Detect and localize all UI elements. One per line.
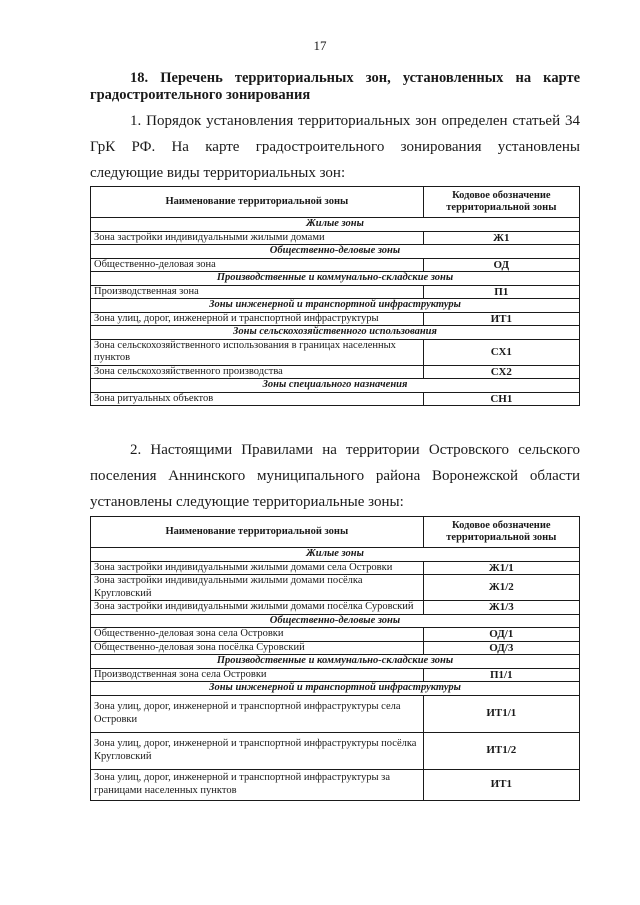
group-row: [91, 614, 580, 628]
zone-code: ОД/3: [423, 641, 579, 655]
zone-code: ИТ1/1: [423, 695, 579, 732]
group-row: [91, 272, 580, 286]
zone-code: СН1: [423, 392, 579, 406]
zone-row: [91, 732, 580, 769]
zone-group-label: Жилые зоны: [91, 548, 580, 562]
zone-group-label: Зоны инженерной и транспортной инфраструктуры: [91, 299, 580, 313]
zone-name: Зона улиц, дорог, инженерной и транспортной инфраструктуры: [91, 312, 424, 326]
zone-name: Зона сельскохозяйственного использования в границах населенных пунктов: [91, 339, 424, 365]
zone-group-label: Зоны специального назначения: [91, 379, 580, 393]
zone-row: [91, 641, 580, 655]
zone-code: ИТ1/2: [423, 732, 579, 769]
zone-row: [91, 392, 580, 406]
zone-row: [91, 339, 580, 365]
zone-group-label: Производственные и коммунально-складские зоны: [91, 655, 580, 669]
zone-group-label: Общественно-деловые зоны: [91, 614, 580, 628]
group-row: [91, 245, 580, 259]
zone-name: Зона застройки индивидуальными жилыми домами посёлка Кругловский: [91, 575, 424, 601]
zone-row: [91, 561, 580, 575]
zone-row: [91, 769, 580, 800]
paragraph-1-text: 1. Порядок установления территориальных зон определен статьей 34 ГрК РФ. На карте градостроительного зонирования установлены следующие виды территориальных зон:: [90, 113, 580, 181]
zone-name: Общественно-деловая зона посёлка Суровский: [91, 641, 424, 655]
zone-row: [91, 231, 580, 245]
zone-name: Зона застройки индивидуальными жилыми домами села Островки: [91, 561, 424, 575]
zone-name: Зона застройки индивидуальными жилыми домами посёлка Суровский: [91, 601, 424, 615]
zone-code: Ж1/3: [423, 601, 579, 615]
zone-row: [91, 601, 580, 615]
zone-row: [91, 668, 580, 682]
zone-row: [91, 285, 580, 299]
table-header-row: [91, 187, 580, 218]
zone-row: [91, 575, 580, 601]
header-zone-code: Кодовое обозначение территориальной зоны: [423, 517, 579, 548]
zone-name: Общественно-деловая зона: [91, 258, 424, 272]
zone-code: ОД: [423, 258, 579, 272]
zone-code: ОД/1: [423, 628, 579, 642]
heading-text: Перечень территориальных зон, установленных на карте градостроительного зонирования: [90, 70, 581, 103]
zone-name: Зона улиц, дорог, инженерной и транспортной инфраструктуры села Островки: [91, 695, 424, 732]
zone-row: [91, 628, 580, 642]
zone-code: Ж1/2: [423, 575, 579, 601]
table-header-row: [91, 517, 580, 548]
zone-row: [91, 365, 580, 379]
paragraph-zone-types: [90, 108, 580, 186]
zones-table-1: [90, 186, 580, 406]
zone-group-label: Производственные и коммунально-складские зоны: [91, 272, 580, 286]
zone-code: ИТ1: [423, 769, 579, 800]
zone-code: Ж1/1: [423, 561, 579, 575]
header-zone-name: Наименование территориальной зоны: [91, 187, 424, 218]
zone-code: П1: [423, 285, 579, 299]
zone-code: Ж1: [423, 231, 579, 245]
zone-code: ИТ1: [423, 312, 579, 326]
group-row: [91, 218, 580, 232]
zone-name: Зона улиц, дорог, инженерной и транспортной инфраструктуры за границами населенных пунктов: [91, 769, 424, 800]
group-row: [91, 379, 580, 393]
zone-group-label: Жилые зоны: [91, 218, 580, 232]
table-1-body: [91, 218, 580, 406]
zone-name: Производственная зона: [91, 285, 424, 299]
zone-name: Общественно-деловая зона села Островки: [91, 628, 424, 642]
group-row: [91, 682, 580, 696]
group-row: [91, 326, 580, 340]
zone-code: СХ1: [423, 339, 579, 365]
section-heading: [90, 70, 580, 104]
zone-row: [91, 258, 580, 272]
group-row: [91, 548, 580, 562]
paragraph-2-text: 2. Настоящими Правилами на территории Островского сельского поселения Аннинского муниципального района Воронежской области установлены следующие территориальные зоны:: [90, 442, 580, 510]
zone-group-label: Общественно-деловые зоны: [91, 245, 580, 259]
heading-number: 18.: [130, 70, 149, 86]
zone-code: П1/1: [423, 668, 579, 682]
zones-table-2: [90, 516, 580, 801]
zone-name: Зона сельскохозяйственного производства: [91, 365, 424, 379]
zone-group-label: Зоны инженерной и транспортной инфраструктуры: [91, 682, 580, 696]
paragraph-settlement-zones: [90, 437, 580, 515]
header-zone-code: Кодовое обозначение территориальной зоны: [423, 187, 579, 218]
zone-row: [91, 695, 580, 732]
header-zone-name: Наименование территориальной зоны: [91, 517, 424, 548]
zone-name: Зона ритуальных объектов: [91, 392, 424, 406]
zone-name: Зона улиц, дорог, инженерной и транспортной инфраструктуры посёлка Кругловский: [91, 732, 424, 769]
group-row: [91, 299, 580, 313]
zone-name: Производственная зона села Островки: [91, 668, 424, 682]
table-2-body: [91, 548, 580, 801]
zone-row: [91, 312, 580, 326]
page-number: 17: [313, 38, 327, 53]
group-row: [91, 655, 580, 669]
zone-name: Зона застройки индивидуальными жилыми домами: [91, 231, 424, 245]
zone-code: СХ2: [423, 365, 579, 379]
zone-group-label: Зоны сельскохозяйственного использования: [91, 326, 580, 340]
